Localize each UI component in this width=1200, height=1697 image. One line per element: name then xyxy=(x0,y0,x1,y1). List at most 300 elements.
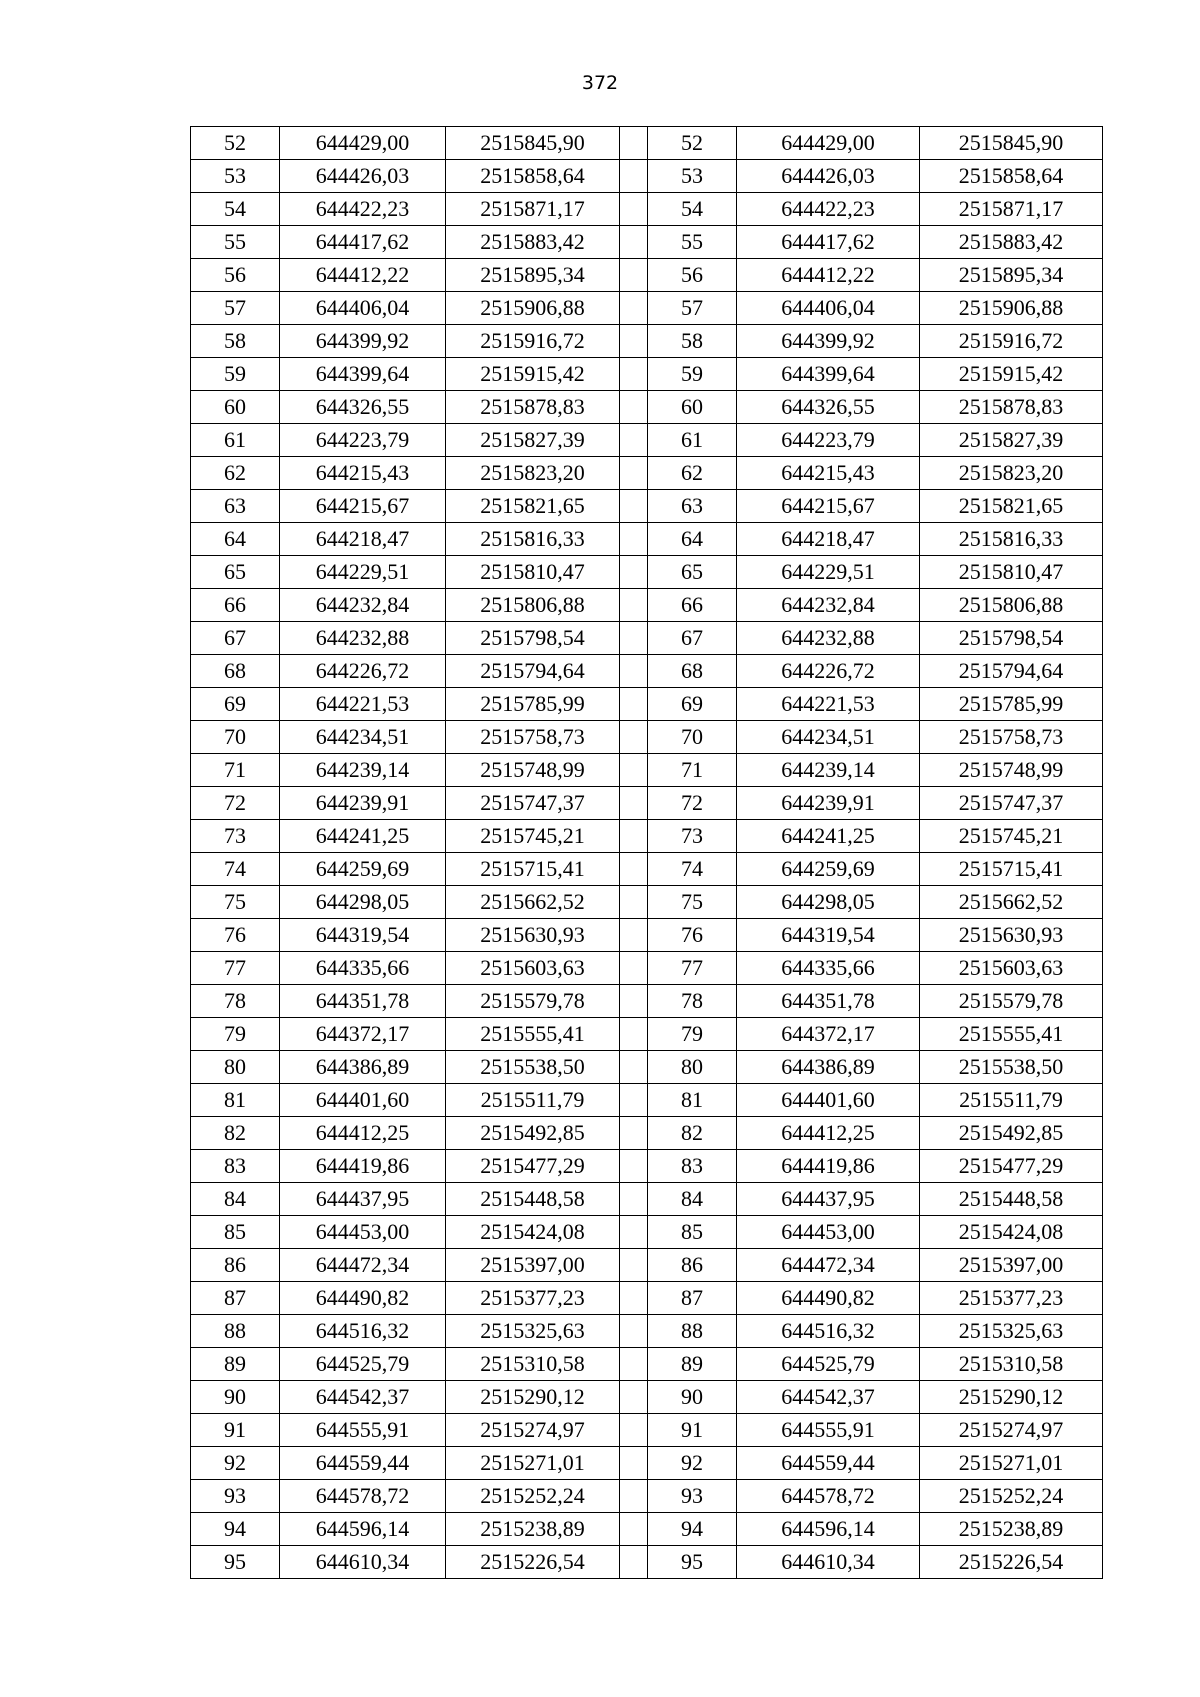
table-row xyxy=(191,1018,1103,1051)
table-row xyxy=(191,1183,1103,1216)
x-coordinate-cell: 644453,00 xyxy=(280,1216,446,1249)
x-coordinate-cell: 644578,72 xyxy=(280,1480,446,1513)
spacer-cell xyxy=(620,490,648,523)
point-number-cell: 83 xyxy=(191,1150,280,1183)
point-number-cell: 72 xyxy=(191,787,280,820)
point-number-cell: 74 xyxy=(191,853,280,886)
y-coordinate-cell: 2515871,17 xyxy=(446,193,620,226)
spacer-cell xyxy=(620,358,648,391)
spacer-cell xyxy=(620,259,648,292)
point-number-cell: 91 xyxy=(191,1414,280,1447)
point-number-cell: 55 xyxy=(191,226,280,259)
spacer-cell xyxy=(620,424,648,457)
x-coordinate-cell: 644596,14 xyxy=(280,1513,446,1546)
point-number-cell: 86 xyxy=(648,1249,737,1282)
y-coordinate-cell: 2515806,88 xyxy=(446,589,620,622)
spacer-cell xyxy=(620,457,648,490)
x-coordinate-cell: 644490,82 xyxy=(737,1282,920,1315)
point-number-cell: 88 xyxy=(648,1315,737,1348)
table-row xyxy=(191,226,1103,259)
spacer-cell xyxy=(620,1480,648,1513)
y-coordinate-cell: 2515821,65 xyxy=(446,490,620,523)
table-row xyxy=(191,853,1103,886)
y-coordinate-cell: 2515310,58 xyxy=(920,1348,1103,1381)
point-number-cell: 79 xyxy=(648,1018,737,1051)
y-coordinate-cell: 2515816,33 xyxy=(920,523,1103,556)
table-row xyxy=(191,523,1103,556)
y-coordinate-cell: 2515747,37 xyxy=(446,787,620,820)
y-coordinate-cell: 2515845,90 xyxy=(920,127,1103,160)
y-coordinate-cell: 2515579,78 xyxy=(446,985,620,1018)
y-coordinate-cell: 2515785,99 xyxy=(446,688,620,721)
table-row xyxy=(191,985,1103,1018)
point-number-cell: 86 xyxy=(191,1249,280,1282)
point-number-cell: 65 xyxy=(191,556,280,589)
point-number-cell: 57 xyxy=(648,292,737,325)
y-coordinate-cell: 2515555,41 xyxy=(920,1018,1103,1051)
y-coordinate-cell: 2515715,41 xyxy=(446,853,620,886)
x-coordinate-cell: 644516,32 xyxy=(280,1315,446,1348)
y-coordinate-cell: 2515448,58 xyxy=(446,1183,620,1216)
x-coordinate-cell: 644419,86 xyxy=(280,1150,446,1183)
y-coordinate-cell: 2515906,88 xyxy=(920,292,1103,325)
x-coordinate-cell: 644326,55 xyxy=(280,391,446,424)
spacer-cell xyxy=(620,325,648,358)
spacer-cell xyxy=(620,1348,648,1381)
point-number-cell: 83 xyxy=(648,1150,737,1183)
y-coordinate-cell: 2515226,54 xyxy=(920,1546,1103,1579)
y-coordinate-cell: 2515555,41 xyxy=(446,1018,620,1051)
x-coordinate-cell: 644429,00 xyxy=(280,127,446,160)
point-number-cell: 75 xyxy=(191,886,280,919)
point-number-cell: 57 xyxy=(191,292,280,325)
point-number-cell: 79 xyxy=(191,1018,280,1051)
spacer-cell xyxy=(620,886,648,919)
x-coordinate-cell: 644215,67 xyxy=(737,490,920,523)
x-coordinate-cell: 644417,62 xyxy=(737,226,920,259)
y-coordinate-cell: 2515810,47 xyxy=(920,556,1103,589)
point-number-cell: 71 xyxy=(191,754,280,787)
x-coordinate-cell: 644215,43 xyxy=(737,457,920,490)
table-row xyxy=(191,622,1103,655)
y-coordinate-cell: 2515603,63 xyxy=(446,952,620,985)
y-coordinate-cell: 2515810,47 xyxy=(446,556,620,589)
y-coordinate-cell: 2515758,73 xyxy=(920,721,1103,754)
x-coordinate-cell: 644218,47 xyxy=(737,523,920,556)
y-coordinate-cell: 2515816,33 xyxy=(446,523,620,556)
point-number-cell: 94 xyxy=(191,1513,280,1546)
table-row xyxy=(191,1381,1103,1414)
y-coordinate-cell: 2515603,63 xyxy=(920,952,1103,985)
point-number-cell: 59 xyxy=(191,358,280,391)
x-coordinate-cell: 644232,88 xyxy=(280,622,446,655)
table-row xyxy=(191,721,1103,754)
x-coordinate-cell: 644453,00 xyxy=(737,1216,920,1249)
x-coordinate-cell: 644399,92 xyxy=(737,325,920,358)
x-coordinate-cell: 644555,91 xyxy=(280,1414,446,1447)
spacer-cell xyxy=(620,1546,648,1579)
point-number-cell: 87 xyxy=(191,1282,280,1315)
point-number-cell: 63 xyxy=(648,490,737,523)
table-row xyxy=(191,1546,1103,1579)
table-row xyxy=(191,919,1103,952)
point-number-cell: 95 xyxy=(191,1546,280,1579)
point-number-cell: 91 xyxy=(648,1414,737,1447)
table-row xyxy=(191,754,1103,787)
spacer-cell xyxy=(620,292,648,325)
y-coordinate-cell: 2515630,93 xyxy=(920,919,1103,952)
point-number-cell: 87 xyxy=(648,1282,737,1315)
table-row xyxy=(191,259,1103,292)
x-coordinate-cell: 644239,91 xyxy=(737,787,920,820)
x-coordinate-cell: 644319,54 xyxy=(737,919,920,952)
spacer-cell xyxy=(620,193,648,226)
point-number-cell: 77 xyxy=(648,952,737,985)
x-coordinate-cell: 644372,17 xyxy=(737,1018,920,1051)
y-coordinate-cell: 2515823,20 xyxy=(446,457,620,490)
point-number-cell: 77 xyxy=(191,952,280,985)
x-coordinate-cell: 644419,86 xyxy=(737,1150,920,1183)
spacer-cell xyxy=(620,688,648,721)
y-coordinate-cell: 2515748,99 xyxy=(446,754,620,787)
x-coordinate-cell: 644555,91 xyxy=(737,1414,920,1447)
spacer-cell xyxy=(620,952,648,985)
spacer-cell xyxy=(620,1183,648,1216)
table-row xyxy=(191,787,1103,820)
table-row xyxy=(191,1216,1103,1249)
spacer-cell xyxy=(620,1414,648,1447)
point-number-cell: 60 xyxy=(191,391,280,424)
x-coordinate-cell: 644399,64 xyxy=(280,358,446,391)
x-coordinate-cell: 644422,23 xyxy=(737,193,920,226)
y-coordinate-cell: 2515858,64 xyxy=(920,160,1103,193)
x-coordinate-cell: 644412,22 xyxy=(280,259,446,292)
x-coordinate-cell: 644226,72 xyxy=(280,655,446,688)
point-number-cell: 53 xyxy=(648,160,737,193)
spacer-cell xyxy=(620,1216,648,1249)
point-number-cell: 60 xyxy=(648,391,737,424)
y-coordinate-cell: 2515310,58 xyxy=(446,1348,620,1381)
table-row xyxy=(191,655,1103,688)
point-number-cell: 82 xyxy=(191,1117,280,1150)
x-coordinate-cell: 644386,89 xyxy=(737,1051,920,1084)
x-coordinate-cell: 644298,05 xyxy=(737,886,920,919)
spacer-cell xyxy=(620,721,648,754)
y-coordinate-cell: 2515878,83 xyxy=(920,391,1103,424)
point-number-cell: 75 xyxy=(648,886,737,919)
x-coordinate-cell: 644610,34 xyxy=(737,1546,920,1579)
y-coordinate-cell: 2515511,79 xyxy=(446,1084,620,1117)
spacer-cell xyxy=(620,1150,648,1183)
table-row xyxy=(191,820,1103,853)
y-coordinate-cell: 2515325,63 xyxy=(446,1315,620,1348)
spacer-cell xyxy=(620,985,648,1018)
y-coordinate-cell: 2515424,08 xyxy=(920,1216,1103,1249)
x-coordinate-cell: 644335,66 xyxy=(280,952,446,985)
x-coordinate-cell: 644232,88 xyxy=(737,622,920,655)
point-number-cell: 95 xyxy=(648,1546,737,1579)
table-row xyxy=(191,1447,1103,1480)
table-row xyxy=(191,1117,1103,1150)
point-number-cell: 56 xyxy=(191,259,280,292)
point-number-cell: 62 xyxy=(648,457,737,490)
table-row xyxy=(191,1282,1103,1315)
spacer-cell xyxy=(620,820,648,853)
table-row xyxy=(191,1480,1103,1513)
point-number-cell: 81 xyxy=(191,1084,280,1117)
table-row xyxy=(191,424,1103,457)
table-row xyxy=(191,1084,1103,1117)
y-coordinate-cell: 2515798,54 xyxy=(446,622,620,655)
x-coordinate-cell: 644472,34 xyxy=(280,1249,446,1282)
y-coordinate-cell: 2515915,42 xyxy=(920,358,1103,391)
spacer-cell xyxy=(620,1249,648,1282)
point-number-cell: 90 xyxy=(191,1381,280,1414)
point-number-cell: 67 xyxy=(191,622,280,655)
spacer-cell xyxy=(620,1447,648,1480)
point-number-cell: 85 xyxy=(648,1216,737,1249)
spacer-cell xyxy=(620,391,648,424)
point-number-cell: 54 xyxy=(191,193,280,226)
y-coordinate-cell: 2515906,88 xyxy=(446,292,620,325)
point-number-cell: 82 xyxy=(648,1117,737,1150)
y-coordinate-cell: 2515274,97 xyxy=(446,1414,620,1447)
point-number-cell: 63 xyxy=(191,490,280,523)
table-row xyxy=(191,589,1103,622)
y-coordinate-cell: 2515492,85 xyxy=(446,1117,620,1150)
spacer-cell xyxy=(620,1381,648,1414)
y-coordinate-cell: 2515806,88 xyxy=(920,589,1103,622)
point-number-cell: 74 xyxy=(648,853,737,886)
table-row xyxy=(191,886,1103,919)
table-row xyxy=(191,391,1103,424)
x-coordinate-cell: 644422,23 xyxy=(280,193,446,226)
spacer-cell xyxy=(620,127,648,160)
point-number-cell: 61 xyxy=(191,424,280,457)
y-coordinate-cell: 2515895,34 xyxy=(446,259,620,292)
x-coordinate-cell: 644406,04 xyxy=(280,292,446,325)
y-coordinate-cell: 2515290,12 xyxy=(446,1381,620,1414)
point-number-cell: 84 xyxy=(191,1183,280,1216)
x-coordinate-cell: 644525,79 xyxy=(280,1348,446,1381)
point-number-cell: 56 xyxy=(648,259,737,292)
spacer-cell xyxy=(620,919,648,952)
spacer-cell xyxy=(620,754,648,787)
x-coordinate-cell: 644525,79 xyxy=(737,1348,920,1381)
y-coordinate-cell: 2515845,90 xyxy=(446,127,620,160)
x-coordinate-cell: 644319,54 xyxy=(280,919,446,952)
x-coordinate-cell: 644386,89 xyxy=(280,1051,446,1084)
point-number-cell: 67 xyxy=(648,622,737,655)
y-coordinate-cell: 2515477,29 xyxy=(920,1150,1103,1183)
spacer-cell xyxy=(620,1315,648,1348)
table-row xyxy=(191,1348,1103,1381)
table-row xyxy=(191,688,1103,721)
point-number-cell: 58 xyxy=(648,325,737,358)
y-coordinate-cell: 2515424,08 xyxy=(446,1216,620,1249)
table-row xyxy=(191,358,1103,391)
y-coordinate-cell: 2515895,34 xyxy=(920,259,1103,292)
point-number-cell: 93 xyxy=(191,1480,280,1513)
spacer-cell xyxy=(620,853,648,886)
point-number-cell: 66 xyxy=(648,589,737,622)
x-coordinate-cell: 644259,69 xyxy=(737,853,920,886)
page-number: 372 xyxy=(581,72,619,94)
spacer-cell xyxy=(620,1117,648,1150)
y-coordinate-cell: 2515226,54 xyxy=(446,1546,620,1579)
point-number-cell: 59 xyxy=(648,358,737,391)
y-coordinate-cell: 2515397,00 xyxy=(920,1249,1103,1282)
y-coordinate-cell: 2515758,73 xyxy=(446,721,620,754)
x-coordinate-cell: 644417,62 xyxy=(280,226,446,259)
coordinates-table-body xyxy=(191,127,1103,1579)
table-row xyxy=(191,292,1103,325)
table-row xyxy=(191,457,1103,490)
x-coordinate-cell: 644221,53 xyxy=(737,688,920,721)
point-number-cell: 90 xyxy=(648,1381,737,1414)
x-coordinate-cell: 644232,84 xyxy=(737,589,920,622)
x-coordinate-cell: 644234,51 xyxy=(280,721,446,754)
x-coordinate-cell: 644429,00 xyxy=(737,127,920,160)
x-coordinate-cell: 644351,78 xyxy=(280,985,446,1018)
y-coordinate-cell: 2515748,99 xyxy=(920,754,1103,787)
x-coordinate-cell: 644326,55 xyxy=(737,391,920,424)
point-number-cell: 92 xyxy=(191,1447,280,1480)
point-number-cell: 78 xyxy=(191,985,280,1018)
point-number-cell: 85 xyxy=(191,1216,280,1249)
point-number-cell: 53 xyxy=(191,160,280,193)
table-row xyxy=(191,193,1103,226)
y-coordinate-cell: 2515916,72 xyxy=(446,325,620,358)
x-coordinate-cell: 644241,25 xyxy=(737,820,920,853)
point-number-cell: 55 xyxy=(648,226,737,259)
spacer-cell xyxy=(620,1051,648,1084)
y-coordinate-cell: 2515377,23 xyxy=(920,1282,1103,1315)
x-coordinate-cell: 644232,84 xyxy=(280,589,446,622)
spacer-cell xyxy=(620,1282,648,1315)
y-coordinate-cell: 2515916,72 xyxy=(920,325,1103,358)
y-coordinate-cell: 2515662,52 xyxy=(920,886,1103,919)
y-coordinate-cell: 2515630,93 xyxy=(446,919,620,952)
point-number-cell: 62 xyxy=(191,457,280,490)
point-number-cell: 89 xyxy=(191,1348,280,1381)
y-coordinate-cell: 2515397,00 xyxy=(446,1249,620,1282)
x-coordinate-cell: 644542,37 xyxy=(737,1381,920,1414)
y-coordinate-cell: 2515821,65 xyxy=(920,490,1103,523)
x-coordinate-cell: 644229,51 xyxy=(280,556,446,589)
y-coordinate-cell: 2515883,42 xyxy=(446,226,620,259)
spacer-cell xyxy=(620,1084,648,1117)
x-coordinate-cell: 644559,44 xyxy=(280,1447,446,1480)
x-coordinate-cell: 644412,25 xyxy=(737,1117,920,1150)
spacer-cell xyxy=(620,160,648,193)
y-coordinate-cell: 2515377,23 xyxy=(446,1282,620,1315)
y-coordinate-cell: 2515290,12 xyxy=(920,1381,1103,1414)
point-number-cell: 70 xyxy=(191,721,280,754)
x-coordinate-cell: 644229,51 xyxy=(737,556,920,589)
point-number-cell: 80 xyxy=(191,1051,280,1084)
spacer-cell xyxy=(620,622,648,655)
point-number-cell: 64 xyxy=(191,523,280,556)
spacer-cell xyxy=(620,787,648,820)
spacer-cell xyxy=(620,1513,648,1546)
y-coordinate-cell: 2515579,78 xyxy=(920,985,1103,1018)
point-number-cell: 65 xyxy=(648,556,737,589)
x-coordinate-cell: 644596,14 xyxy=(737,1513,920,1546)
point-number-cell: 93 xyxy=(648,1480,737,1513)
x-coordinate-cell: 644399,92 xyxy=(280,325,446,358)
point-number-cell: 70 xyxy=(648,721,737,754)
x-coordinate-cell: 644223,79 xyxy=(737,424,920,457)
point-number-cell: 54 xyxy=(648,193,737,226)
table-row xyxy=(191,1513,1103,1546)
x-coordinate-cell: 644490,82 xyxy=(280,1282,446,1315)
table-row xyxy=(191,490,1103,523)
x-coordinate-cell: 644426,03 xyxy=(280,160,446,193)
spacer-cell xyxy=(620,523,648,556)
y-coordinate-cell: 2515662,52 xyxy=(446,886,620,919)
y-coordinate-cell: 2515492,85 xyxy=(920,1117,1103,1150)
point-number-cell: 68 xyxy=(648,655,737,688)
x-coordinate-cell: 644401,60 xyxy=(737,1084,920,1117)
table-row xyxy=(191,160,1103,193)
point-number-cell: 61 xyxy=(648,424,737,457)
table-row xyxy=(191,1315,1103,1348)
point-number-cell: 80 xyxy=(648,1051,737,1084)
y-coordinate-cell: 2515794,64 xyxy=(920,655,1103,688)
point-number-cell: 94 xyxy=(648,1513,737,1546)
point-number-cell: 88 xyxy=(191,1315,280,1348)
point-number-cell: 78 xyxy=(648,985,737,1018)
x-coordinate-cell: 644610,34 xyxy=(280,1546,446,1579)
point-number-cell: 76 xyxy=(191,919,280,952)
y-coordinate-cell: 2515785,99 xyxy=(920,688,1103,721)
y-coordinate-cell: 2515878,83 xyxy=(446,391,620,424)
table-row xyxy=(191,1150,1103,1183)
x-coordinate-cell: 644221,53 xyxy=(280,688,446,721)
point-number-cell: 64 xyxy=(648,523,737,556)
y-coordinate-cell: 2515871,17 xyxy=(920,193,1103,226)
point-number-cell: 84 xyxy=(648,1183,737,1216)
point-number-cell: 52 xyxy=(648,127,737,160)
y-coordinate-cell: 2515325,63 xyxy=(920,1315,1103,1348)
spacer-cell xyxy=(620,589,648,622)
point-number-cell: 81 xyxy=(648,1084,737,1117)
table-row xyxy=(191,127,1103,160)
spacer-cell xyxy=(620,1018,648,1051)
table-row xyxy=(191,1414,1103,1447)
x-coordinate-cell: 644372,17 xyxy=(280,1018,446,1051)
y-coordinate-cell: 2515252,24 xyxy=(446,1480,620,1513)
y-coordinate-cell: 2515477,29 xyxy=(446,1150,620,1183)
point-number-cell: 68 xyxy=(191,655,280,688)
spacer-cell xyxy=(620,226,648,259)
point-number-cell: 73 xyxy=(191,820,280,853)
y-coordinate-cell: 2515827,39 xyxy=(446,424,620,457)
y-coordinate-cell: 2515745,21 xyxy=(446,820,620,853)
x-coordinate-cell: 644234,51 xyxy=(737,721,920,754)
x-coordinate-cell: 644239,14 xyxy=(280,754,446,787)
y-coordinate-cell: 2515238,89 xyxy=(446,1513,620,1546)
x-coordinate-cell: 644239,91 xyxy=(280,787,446,820)
x-coordinate-cell: 644241,25 xyxy=(280,820,446,853)
y-coordinate-cell: 2515823,20 xyxy=(920,457,1103,490)
point-number-cell: 76 xyxy=(648,919,737,952)
y-coordinate-cell: 2515511,79 xyxy=(920,1084,1103,1117)
y-coordinate-cell: 2515745,21 xyxy=(920,820,1103,853)
x-coordinate-cell: 644298,05 xyxy=(280,886,446,919)
coordinates-table xyxy=(190,126,1103,1579)
